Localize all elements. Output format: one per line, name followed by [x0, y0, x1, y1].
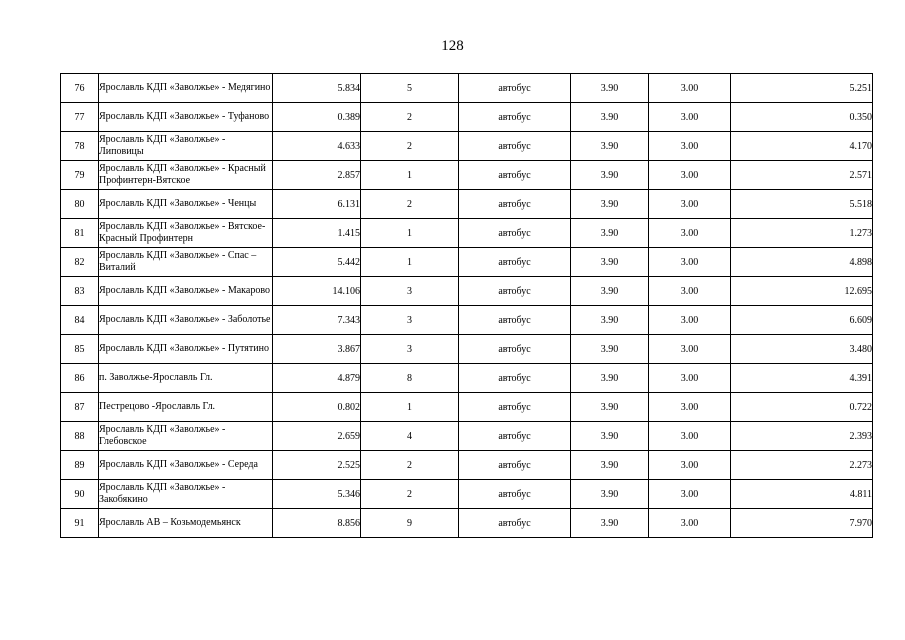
table-row: [61, 277, 873, 306]
tariff-value-cell: 3.90: [571, 219, 649, 248]
result-value-cell: 3.480: [731, 335, 873, 364]
vehicle-type-cell: автобус: [459, 509, 571, 538]
route-name-cell: Ярославль КДП «Заволжье» - Заболотье: [99, 306, 273, 335]
trip-count-cell: 9: [361, 509, 459, 538]
trip-count-cell: 5: [361, 74, 459, 103]
row-number-cell: 82: [61, 248, 99, 277]
row-number-cell: 83: [61, 277, 99, 306]
route-name-cell: Ярославль КДП «Заволжье» - Середа: [99, 451, 273, 480]
route-name-cell: Ярославль КДП «Заволжье» - Красный Профинтерн-Вятское: [99, 161, 273, 190]
row-number-cell: 79: [61, 161, 99, 190]
tariff-value-cell: 3.90: [571, 335, 649, 364]
route-name-cell: Ярославль КДП «Заволжье» - Липовицы: [99, 132, 273, 161]
result-value-cell: 4.391: [731, 364, 873, 393]
rate-value-cell: 3.00: [649, 393, 731, 422]
row-number-cell: 76: [61, 74, 99, 103]
trip-count-cell: 2: [361, 190, 459, 219]
trip-count-cell: 1: [361, 393, 459, 422]
vehicle-type-cell: автобус: [459, 74, 571, 103]
rate-value-cell: 3.00: [649, 103, 731, 132]
result-value-cell: 12.695: [731, 277, 873, 306]
result-value-cell: 5.251: [731, 74, 873, 103]
route-name-cell: Ярославль АВ – Козьмодемьянск: [99, 509, 273, 538]
table-row: [61, 393, 873, 422]
vehicle-type-cell: автобус: [459, 451, 571, 480]
rate-value-cell: 3.00: [649, 277, 731, 306]
vehicle-type-cell: автобус: [459, 219, 571, 248]
table-row: [61, 190, 873, 219]
trip-count-cell: 3: [361, 335, 459, 364]
route-length-cell: 0.389: [273, 103, 361, 132]
row-number-cell: 90: [61, 480, 99, 509]
route-name-cell: Ярославль КДП «Заволжье» - Глебовское: [99, 422, 273, 451]
route-length-cell: 14.106: [273, 277, 361, 306]
rate-value-cell: 3.00: [649, 451, 731, 480]
rate-value-cell: 3.00: [649, 161, 731, 190]
trip-count-cell: 2: [361, 451, 459, 480]
tariff-value-cell: 3.90: [571, 422, 649, 451]
trip-count-cell: 2: [361, 103, 459, 132]
tariff-value-cell: 3.90: [571, 74, 649, 103]
row-number-cell: 78: [61, 132, 99, 161]
route-name-cell: п. Заволжье-Ярославль Гл.: [99, 364, 273, 393]
result-value-cell: 0.722: [731, 393, 873, 422]
row-number-cell: 81: [61, 219, 99, 248]
rate-value-cell: 3.00: [649, 306, 731, 335]
row-number-cell: 87: [61, 393, 99, 422]
result-value-cell: 5.518: [731, 190, 873, 219]
row-number-cell: 91: [61, 509, 99, 538]
result-value-cell: 7.970: [731, 509, 873, 538]
rate-value-cell: 3.00: [649, 74, 731, 103]
route-name-cell: Ярославль КДП «Заволжье» - Ченцы: [99, 190, 273, 219]
route-length-cell: 7.343: [273, 306, 361, 335]
route-name-cell: Ярославль КДП «Заволжье» - Спас – Виталий: [99, 248, 273, 277]
row-number-cell: 85: [61, 335, 99, 364]
rate-value-cell: 3.00: [649, 480, 731, 509]
trip-count-cell: 3: [361, 306, 459, 335]
tariff-value-cell: 3.90: [571, 248, 649, 277]
route-name-cell: Ярославль КДП «Заволжье» - Закобякино: [99, 480, 273, 509]
trip-count-cell: 8: [361, 364, 459, 393]
route-name-cell: Ярославль КДП «Заволжье» - Путятино: [99, 335, 273, 364]
table-row: [61, 103, 873, 132]
route-name-cell: Ярославль КДП «Заволжье» - Медягино: [99, 74, 273, 103]
trip-count-cell: 3: [361, 277, 459, 306]
table-row: [61, 422, 873, 451]
row-number-cell: 77: [61, 103, 99, 132]
result-value-cell: 2.393: [731, 422, 873, 451]
table-row: [61, 480, 873, 509]
result-value-cell: 0.350: [731, 103, 873, 132]
route-length-cell: 1.415: [273, 219, 361, 248]
trip-count-cell: 1: [361, 248, 459, 277]
row-number-cell: 88: [61, 422, 99, 451]
tariff-value-cell: 3.90: [571, 103, 649, 132]
route-length-cell: 4.633: [273, 132, 361, 161]
route-length-cell: 0.802: [273, 393, 361, 422]
route-length-cell: 2.857: [273, 161, 361, 190]
tariff-value-cell: 3.90: [571, 451, 649, 480]
row-number-cell: 89: [61, 451, 99, 480]
tariff-value-cell: 3.90: [571, 277, 649, 306]
table-row: [61, 306, 873, 335]
vehicle-type-cell: автобус: [459, 161, 571, 190]
table-row: [61, 219, 873, 248]
route-length-cell: 5.346: [273, 480, 361, 509]
table-row: [61, 509, 873, 538]
tariff-value-cell: 3.90: [571, 132, 649, 161]
page-number: 128: [441, 38, 464, 54]
result-value-cell: 2.273: [731, 451, 873, 480]
route-name-cell: Ярославль КДП «Заволжье» - Макарово: [99, 277, 273, 306]
tariff-value-cell: 3.90: [571, 393, 649, 422]
row-number-cell: 80: [61, 190, 99, 219]
tariff-value-cell: 3.90: [571, 364, 649, 393]
trip-count-cell: 1: [361, 219, 459, 248]
result-value-cell: 1.273: [731, 219, 873, 248]
route-length-cell: 5.834: [273, 74, 361, 103]
rate-value-cell: 3.00: [649, 509, 731, 538]
route-name-cell: Пестрецово -Ярославль Гл.: [99, 393, 273, 422]
result-value-cell: 4.811: [731, 480, 873, 509]
vehicle-type-cell: автобус: [459, 480, 571, 509]
trip-count-cell: 2: [361, 480, 459, 509]
tariff-value-cell: 3.90: [571, 161, 649, 190]
route-length-cell: 6.131: [273, 190, 361, 219]
trip-count-cell: 4: [361, 422, 459, 451]
result-value-cell: 6.609: [731, 306, 873, 335]
rate-value-cell: 3.00: [649, 190, 731, 219]
vehicle-type-cell: автобус: [459, 306, 571, 335]
table-row: [61, 248, 873, 277]
vehicle-type-cell: автобус: [459, 364, 571, 393]
route-length-cell: 5.442: [273, 248, 361, 277]
vehicle-type-cell: автобус: [459, 190, 571, 219]
table-row: [61, 161, 873, 190]
route-name-cell: Ярославль КДП «Заволжье» - Туфаново: [99, 103, 273, 132]
rate-value-cell: 3.00: [649, 422, 731, 451]
result-value-cell: 4.170: [731, 132, 873, 161]
vehicle-type-cell: автобус: [459, 248, 571, 277]
rate-value-cell: 3.00: [649, 219, 731, 248]
route-name-cell: Ярославль КДП «Заволжье» - Вятское-Красный Профинтерн: [99, 219, 273, 248]
table-row: [61, 335, 873, 364]
rate-value-cell: 3.00: [649, 132, 731, 161]
table-row: [61, 451, 873, 480]
rate-value-cell: 3.00: [649, 364, 731, 393]
routes-table-body: [61, 74, 873, 538]
vehicle-type-cell: автобус: [459, 393, 571, 422]
vehicle-type-cell: автобус: [459, 103, 571, 132]
table-row: [61, 132, 873, 161]
route-length-cell: 3.867: [273, 335, 361, 364]
tariff-value-cell: 3.90: [571, 190, 649, 219]
rate-value-cell: 3.00: [649, 248, 731, 277]
vehicle-type-cell: автобус: [459, 132, 571, 161]
result-value-cell: 2.571: [731, 161, 873, 190]
table-row: [61, 364, 873, 393]
trip-count-cell: 2: [361, 132, 459, 161]
vehicle-type-cell: автобус: [459, 277, 571, 306]
route-length-cell: 2.525: [273, 451, 361, 480]
route-length-cell: 8.856: [273, 509, 361, 538]
route-length-cell: 2.659: [273, 422, 361, 451]
result-value-cell: 4.898: [731, 248, 873, 277]
tariff-value-cell: 3.90: [571, 509, 649, 538]
table-row: [61, 74, 873, 103]
rate-value-cell: 3.00: [649, 335, 731, 364]
tariff-value-cell: 3.90: [571, 480, 649, 509]
tariff-value-cell: 3.90: [571, 306, 649, 335]
routes-table: [60, 73, 873, 538]
row-number-cell: 84: [61, 306, 99, 335]
route-length-cell: 4.879: [273, 364, 361, 393]
vehicle-type-cell: автобус: [459, 422, 571, 451]
vehicle-type-cell: автобус: [459, 335, 571, 364]
row-number-cell: 86: [61, 364, 99, 393]
trip-count-cell: 1: [361, 161, 459, 190]
